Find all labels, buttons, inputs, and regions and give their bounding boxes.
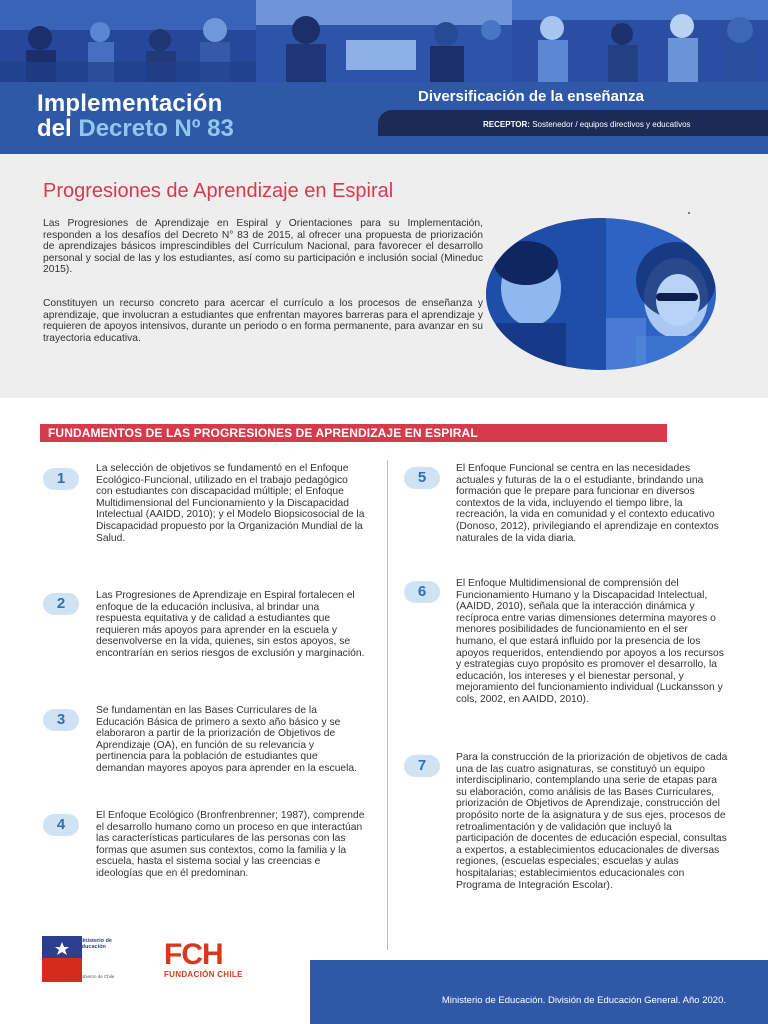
fundamento-item-2: Las Progresiones de Aprendizaje en Espiral fortalecen el enfoque de la educación inclusiva, al brindar una respuesta equitativa y de calidad a estudiantes que requieren más apoyos para aprender en la escuela y desenvolverse en la vida, quienes, sin estos apoyos, se encontrarían en serios riesgos de exclusión y marginación. [96, 590, 365, 659]
intro-paragraph-1: Las Progresiones de Aprendizaje en Espiral y Orientaciones para su Implementación, responden a los desafíos del Decreto N° 83 de 2015, al ofrecer una propuesta de priorización de aprendizajes básicos imprescindibles del Currículum Nacional, para favorecer el desarrollo personal y social de las y los estudiantes, así como su participación e inclusión social (Mineduc 2015). [43, 218, 483, 276]
fundamento-item-4: El Enfoque Ecológico (Bronfrenbrenner; 1987), comprende el desarrollo humano como un proceso en que interactúan las características particulares de las personas con las formas que asumen sus contextos, como la familia y la escuela, hasta el sistema social y las creencias e ideologías que en él predominan. [96, 810, 365, 879]
classroom-photo-3 [512, 0, 768, 82]
fundamento-item-7: Para la construcción de la priorización de objetivos de cada una de las cuatro asignaturas, se constituyó un equipo interdisciplinario, contemplando una serie de etapas para su elaboración, como análisis de las Bases Curriculares, priorización de Objetivos de Aprendizaje, construcción del propósito norte de la asignatura y de sus ejes, procesos de retroalimentación y de validación que incluyó la participación de docentes de educación especial, consultas a expertos, a establecimientos educacionales de diversas regiones, (escuelas especiales; escuelas y aulas hospitalarias; establecimientos educacionales con Programa de Integración Escolar). [456, 752, 728, 891]
fundamento-item-1: La selección de objetivos se fundamentó en el Enfoque Ecológico-Funcional, utilizado en el trabajo pedagógico con estudiantes con discapacidad múltiple; el Enfoque Multidimensional del Funcionamiento y la Discapacidad Intelectual (AAIDD, 2010); y el Modelo Biopsicosocial de la Discapacidad propuesto por la Organización Mundial de la Salud. [96, 463, 365, 544]
item-number-badge: 3 [43, 709, 79, 731]
fundamento-item-6: El Enfoque Multidimensional de comprensión del Funcionamiento Humano y la Discapacidad Intelectual, (AAIDD, 2010), señala que la interacción dinámica y recíproca entre varias dimensiones determina mayores o menores posibilidades de funcionamiento en el ser humano, el que estará influido por la presencia de los apoyos requeridos, entendiendo por apoyos a los recursos y estrategias cuyo propósito es promover el desarrollo, la educación, los intereses y el bienestar personal, y mejoramiento del funcionamiento individual (Luckansson y cols, 2002, en AAIDD, 2010). [456, 578, 724, 705]
footer-text: Ministerio de Educación. División de Educación General. Año 2020. [441, 995, 726, 1006]
students-circle-photo [486, 218, 716, 370]
receptor-label: RECEPTOR: [483, 120, 530, 129]
fch-logo [164, 940, 243, 979]
fch-letters: FCH [164, 938, 223, 971]
mineduc-gov: Gobierno de Chile [78, 974, 115, 979]
item-number-badge: 5 [404, 467, 440, 489]
receptor-value: Sostenedor / equipos directivos y educativos [532, 120, 691, 129]
item-number-badge: 2 [43, 593, 79, 615]
title-prefix: del [37, 115, 72, 142]
classroom-photo-1 [0, 0, 256, 82]
item-number-badge: 7 [404, 755, 440, 777]
intro-paragraph-2: Constituyen un recurso concreto para acercar el currículo a los procesos de enseñanza y aprendizaje, que involucran a estudiantes que enfrentan mayores barreras para el aprendizaje y requieren de apoyos intensivos, durante un periodo o en forma permanente, para avanzar en su trayectoria educativa. [43, 298, 483, 344]
fundamento-item-3: Se fundamentan en las Bases Curriculares de la Educación Básica de primero a sexto año básico y se elaboraron a partir de la priorización de Objetivos de Aprendizaje (OA), en función de su relevancia y pertinencia para la población de estudiantes que demandan mayores apoyos para aprender en la escuela. [96, 705, 358, 774]
header-photo-strip [0, 0, 768, 82]
item-number-badge: 4 [43, 814, 79, 836]
page-title-line1: Implementación [37, 90, 223, 117]
decorative-dot [688, 212, 690, 214]
classroom-photo-2 [256, 0, 512, 82]
receptor-line [483, 120, 691, 129]
item-number-badge: 6 [404, 581, 440, 603]
fundamentos-banner: FUNDAMENTOS DE LAS PROGRESIONES DE APRENDIZAJE EN ESPIRAL [40, 424, 667, 442]
page-subtitle: Diversificación de la enseñanza [418, 88, 644, 105]
mineduc-line1: Ministerio de [78, 938, 112, 944]
mineduc-line2: Educación [78, 944, 106, 950]
intro-title: Progresiones de Aprendizaje en Espiral [43, 180, 394, 202]
page-title-line2 [37, 115, 234, 143]
fundamento-item-5: El Enfoque Funcional se centra en las necesidades actuales y futuras de la o el estudiante, brindando una formación que le prepare para funcionar en diversos contextos de la vida, incluyendo el tiempo libre, la recreación, la vida en comunidad y el contexto educativo (Donoso, 2012), privilegiando el aprendizaje en contextos naturales de la vida diaria. [456, 463, 719, 544]
column-divider [387, 460, 388, 950]
mineduc-logo [42, 936, 120, 982]
title-accent: Decreto Nº 83 [78, 115, 234, 142]
fch-subtitle: FUNDACIÓN CHILE [164, 970, 243, 979]
item-number-badge: 1 [43, 468, 79, 490]
